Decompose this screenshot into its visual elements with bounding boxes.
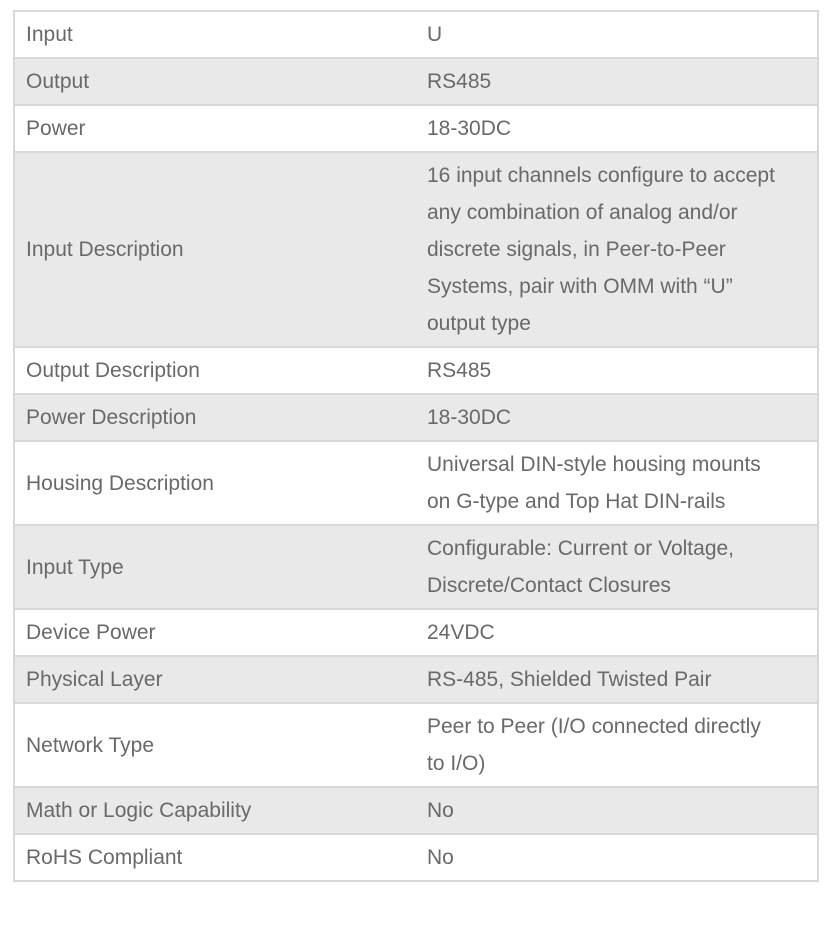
spec-value: Peer to Peer (I/O connected directly to I/O): [427, 703, 818, 787]
table-row: [14, 834, 818, 881]
spec-label: Input Type: [14, 525, 427, 609]
spec-value: RS485: [427, 58, 818, 105]
table-row: [14, 656, 818, 703]
spec-label: Network Type: [14, 703, 427, 787]
table-row: [14, 11, 818, 58]
spec-value: Configurable: Current or Voltage, Discrete/Contact Closures: [427, 525, 818, 609]
spec-value: RS-485, Shielded Twisted Pair: [427, 656, 818, 703]
spec-label: Input Description: [14, 152, 427, 347]
table-row: [14, 525, 818, 609]
spec-value: 16 input channels configure to accept any combination of analog and/or discrete signals, in Peer-to-Peer Systems, pair with OMM with “U” output type: [427, 152, 818, 347]
spec-label: Device Power: [14, 609, 427, 656]
spec-value: No: [427, 834, 818, 881]
table-row: [14, 703, 818, 787]
spec-value: 18-30DC: [427, 394, 818, 441]
table-row: [14, 441, 818, 525]
spec-value: Universal DIN-style housing mounts on G-type and Top Hat DIN-rails: [427, 441, 818, 525]
table-row: [14, 58, 818, 105]
spec-value: U: [427, 11, 818, 58]
spec-value: RS485: [427, 347, 818, 394]
table-row: [14, 105, 818, 152]
spec-label: Physical Layer: [14, 656, 427, 703]
spec-label: Output: [14, 58, 427, 105]
spec-label: Output Description: [14, 347, 427, 394]
spec-label: Housing Description: [14, 441, 427, 525]
table-row: [14, 394, 818, 441]
spec-value: No: [427, 787, 818, 834]
spec-label: Power Description: [14, 394, 427, 441]
table-row: [14, 347, 818, 394]
spec-label: Input: [14, 11, 427, 58]
table-row: [14, 609, 818, 656]
spec-table: [13, 10, 819, 882]
table-row: [14, 787, 818, 834]
spec-label: Power: [14, 105, 427, 152]
table-row: [14, 152, 818, 347]
spec-label: Math or Logic Capability: [14, 787, 427, 834]
spec-value: 18-30DC: [427, 105, 818, 152]
spec-value: 24VDC: [427, 609, 818, 656]
spec-label: RoHS Compliant: [14, 834, 427, 881]
